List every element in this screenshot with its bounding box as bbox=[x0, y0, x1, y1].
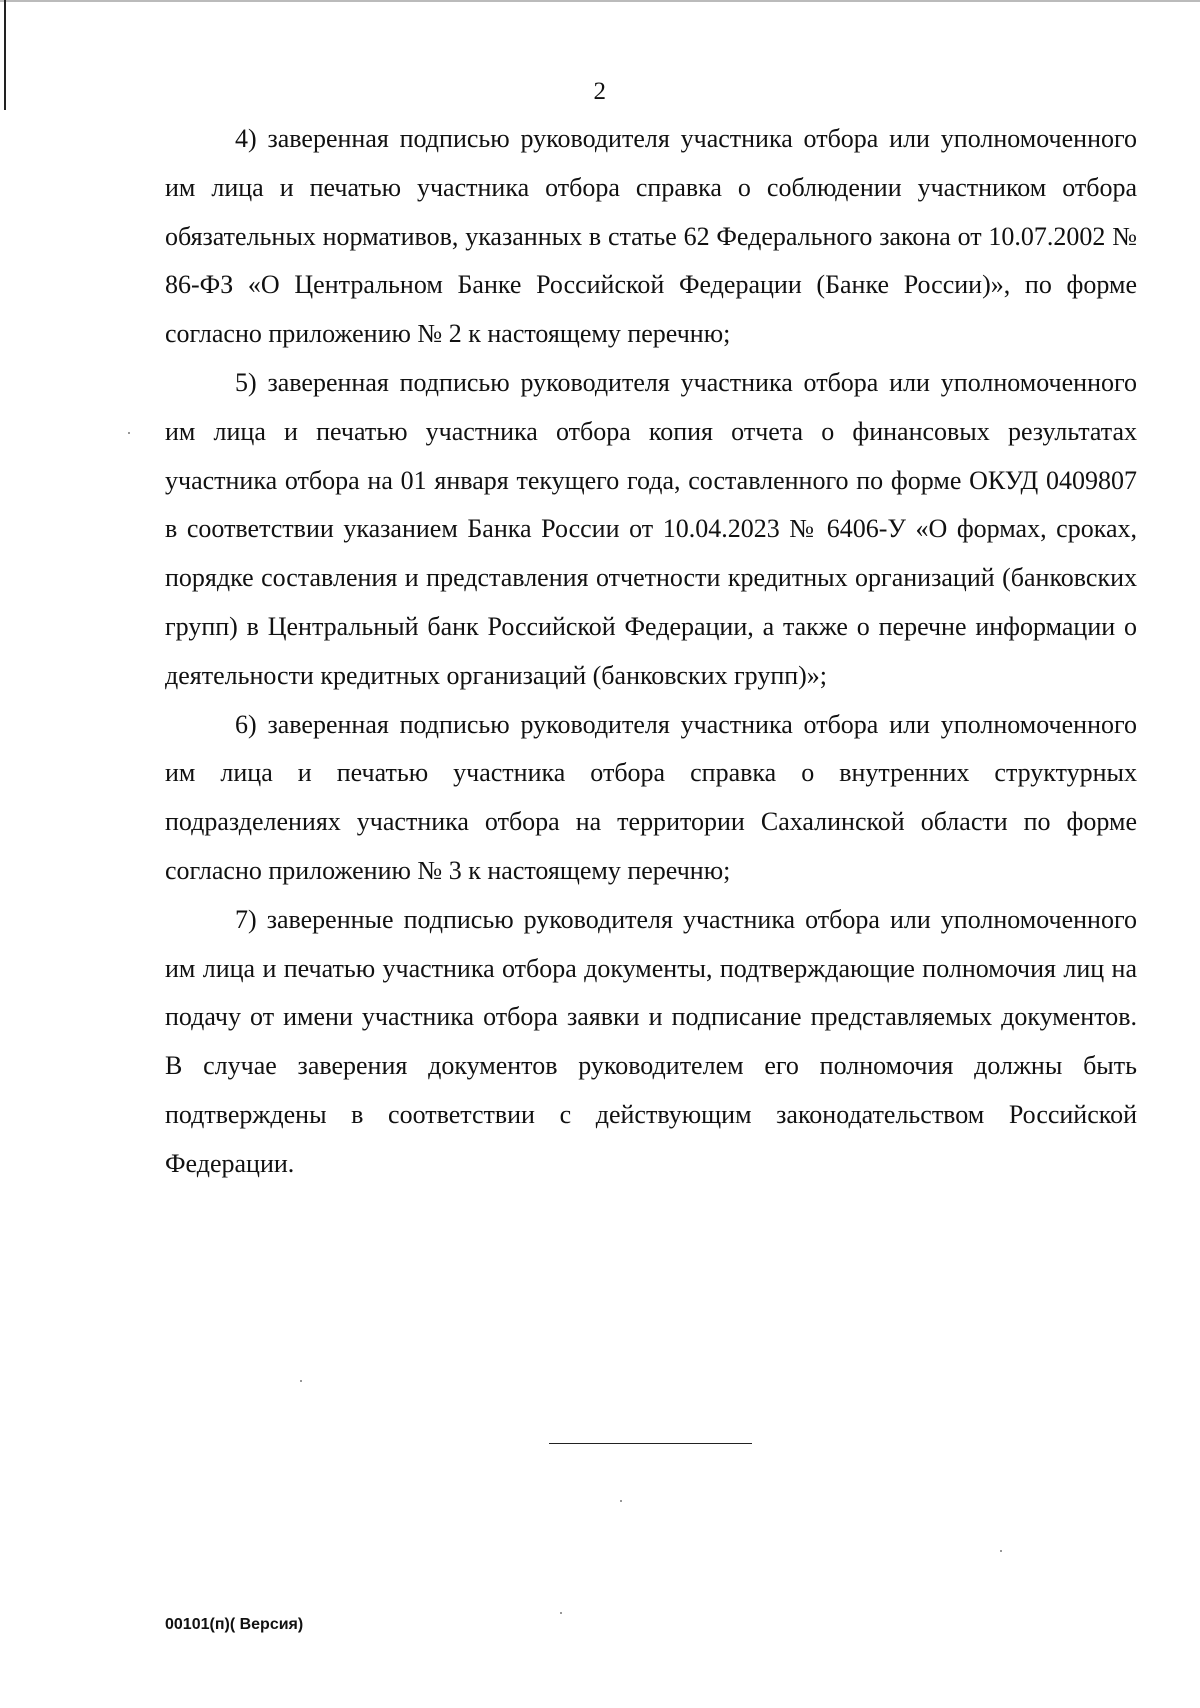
paragraph-item-6: 6) заверенная подписью руководителя участника отбора или уполномоченного им лица и печатью участника отбора справка о внутренних структурных подразделениях участника отбора на территории Сахалинской области по форме согласно приложению № 3 к настоящему перечню; bbox=[165, 709, 1137, 885]
footer-document-code: 00101(п)( Версия) bbox=[165, 1616, 304, 1633]
scan-speck bbox=[1000, 1550, 1002, 1552]
document-body bbox=[165, 115, 1137, 1189]
end-divider-line bbox=[549, 1443, 752, 1444]
page-number: 2 bbox=[593, 78, 607, 105]
scan-edge-top bbox=[0, 0, 1200, 2]
scan-speck bbox=[128, 432, 130, 434]
paragraph-item-4: 4) заверенная подписью руководителя участника отбора или уполномоченного им лица и печатью участника отбора справка о соблюдении участником отбора обязательных нормативов, указанных в статье 62 Федерального закона от 10.07.2002 № 86-ФЗ «О Центральном Банке Российской Федерации (Банке России)», по форме согласно приложению № 2 к настоящему перечню; bbox=[165, 124, 1137, 349]
scan-speck bbox=[560, 1612, 562, 1614]
scan-speck bbox=[300, 1380, 302, 1382]
paragraph-item-7: 7) заверенные подписью руководителя участника отбора или уполномоченного им лица и печатью участника отбора документы, подтверждающие полномочия лиц на подачу от имени участника отбора заявки и подписание представляемых документов. В случае заверения документов руководителем его полномочия должны быть подтверждены в соответствии с действующим законодательством Российской Федерации. bbox=[165, 904, 1137, 1178]
scan-speck bbox=[620, 1500, 622, 1502]
paragraph-item-5: 5) заверенная подписью руководителя участника отбора или уполномоченного им лица и печатью участника отбора копия отчета о финансовых результатах участника отбора на 01 января текущего года, составленного по форме ОКУД 0409807 в соответствии указанием Банка России от 10.04.2023 № 6406-У «О формах, сроках, порядке составления и представления отчетности кредитных организаций (банковских групп) в Центральный банк Российской Федерации, а также о перечне информации о деятельности кредитных организаций (банковских групп)»; bbox=[165, 367, 1137, 690]
